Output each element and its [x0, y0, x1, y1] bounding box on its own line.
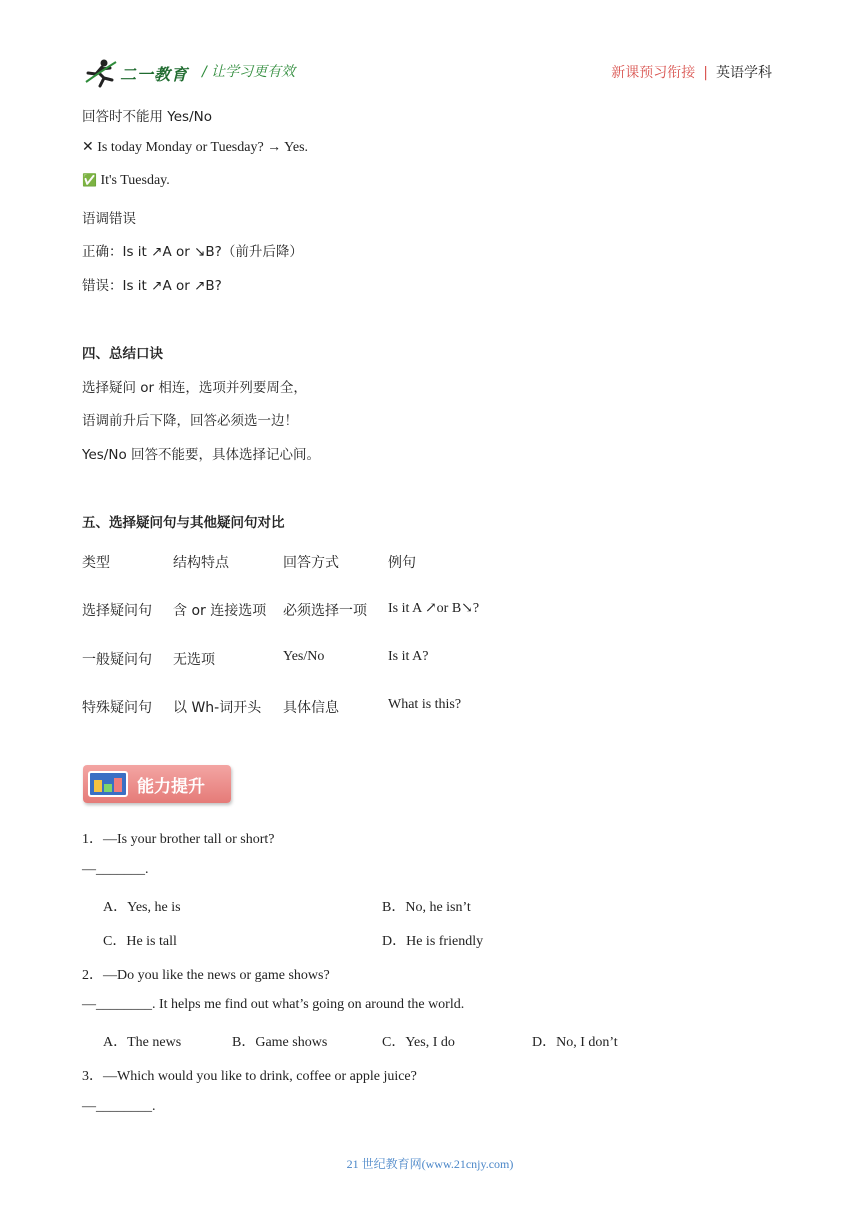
header-slogan: / 让学习更有效	[202, 64, 296, 80]
table-cell: Yes/No	[283, 649, 325, 664]
option: A．Yes, he is	[103, 900, 181, 915]
answer-blank: —_______.	[82, 862, 149, 877]
table-header: 例句	[388, 555, 416, 571]
right-example-text: It's Tuesday.	[100, 173, 170, 188]
mnemonic-line: Yes/No 回答不能要，具体选择记心间。	[82, 447, 320, 463]
table-header: 结构特点	[173, 555, 229, 571]
option: C．Yes, I do	[382, 1035, 455, 1050]
header-right	[611, 62, 772, 82]
table-cell: 必须选择一项	[283, 603, 367, 619]
table-cell: 无选项	[173, 652, 215, 668]
table-cell: 具体信息	[283, 700, 339, 716]
wrong-example-text: Is today Monday or Tuesday? → Yes.	[97, 140, 309, 155]
table-header: 类型	[82, 555, 110, 571]
option: D．He is friendly	[382, 934, 484, 949]
cross-icon: ✕	[82, 139, 94, 155]
table-cell: Is it A ↗or B↘?	[388, 601, 480, 616]
logo-text: 二一教育	[120, 65, 189, 84]
question-3: 3．—Which would you like to drink, coffee or apple juice?	[82, 1069, 417, 1084]
table-cell: 含 or 连接选项	[173, 603, 267, 619]
mnemonic-line: 选择疑问 or 相连，选项并列要周全，	[82, 380, 307, 396]
question-1: 1．—Is your brother tall or short?	[82, 832, 275, 847]
table-cell: 以 Wh-词开头	[173, 700, 262, 716]
right-example	[82, 173, 170, 189]
table-cell: What is this?	[388, 697, 462, 712]
header-separator: |	[703, 65, 708, 81]
brand-logo	[84, 58, 192, 88]
table-cell: Is it A?	[388, 649, 429, 664]
error-line-5: 正确：Is it ↗A or ↘B?（前升后降）	[82, 244, 303, 260]
section-4-title: 四、总结口诀	[82, 346, 163, 362]
course-label: 新课预习衔接	[611, 65, 696, 81]
chart-icon	[88, 771, 128, 797]
table-header: 回答方式	[283, 555, 339, 571]
badge-label: 能力提升	[137, 777, 205, 797]
table-cell: 选择疑问句	[82, 603, 152, 619]
error-line-6: 错误：Is it ↗A or ↗B?	[82, 278, 222, 294]
table-cell: 一般疑问句	[82, 652, 152, 668]
subject-label: 英语学科	[716, 65, 772, 81]
option: A．The news	[103, 1035, 182, 1050]
option: B．Game shows	[232, 1035, 328, 1050]
option: B．No, he isn’t	[382, 900, 471, 915]
footer-link[interactable]: 21 世纪教育网(www.21cnjy.com)	[346, 1157, 514, 1171]
question-2: 2．—Do you like the news or game shows?	[82, 968, 330, 983]
wrong-example	[82, 139, 308, 156]
answer-blank: —________.	[82, 1099, 156, 1114]
runner-icon	[84, 58, 118, 88]
option: C．He is tall	[103, 934, 177, 949]
mnemonic-line: 语调前升后下降，回答必须选一边！	[82, 413, 298, 429]
check-icon: ✅	[82, 173, 97, 187]
option: D．No, I don’t	[532, 1035, 618, 1050]
ability-badge	[83, 765, 231, 803]
error-line-1: 回答时不能用 Yes/No	[82, 109, 212, 125]
error-line-4: 语调错误	[82, 211, 136, 227]
table-cell: 特殊疑问句	[82, 700, 152, 716]
section-5-title: 五、选择疑问句与其他疑问句对比	[82, 515, 285, 531]
answer-blank: —________. It helps me find out what’s going on around the world.	[82, 997, 465, 1012]
